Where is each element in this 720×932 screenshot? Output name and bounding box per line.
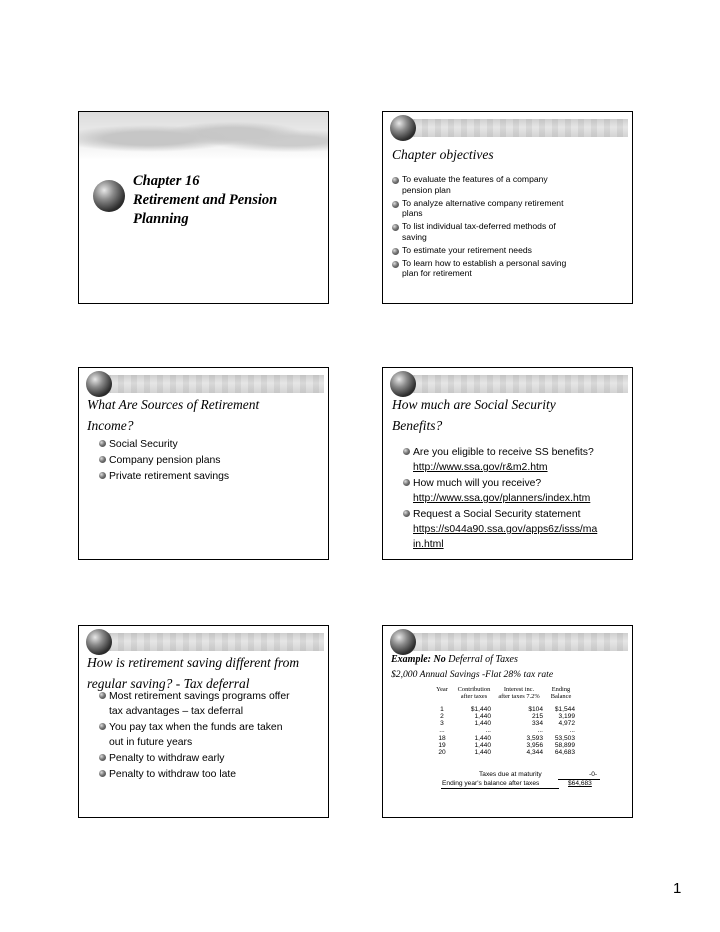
underline bbox=[441, 788, 559, 789]
bullet-icon bbox=[99, 456, 106, 463]
ss-statement-link[interactable]: https://s044a90.ssa.gov/apps6z/isss/ma in.html bbox=[413, 524, 598, 550]
list-item: Request a Social Security statement https://s044a90.ssa.gov/apps6z/isss/ma in.html bbox=[403, 507, 631, 552]
world-map-banner bbox=[79, 112, 328, 160]
objectives-list bbox=[392, 174, 628, 281]
taxes-due-label: Taxes due at maturity bbox=[479, 771, 542, 778]
table-row: ... ... ... ... bbox=[439, 727, 575, 735]
ending-balance-value: $64,683 bbox=[568, 780, 592, 787]
list-item: Most retirement savings programs offer tax advantages – tax deferral bbox=[99, 689, 325, 719]
page-number: 1 bbox=[673, 880, 682, 897]
table-row: 18 1,440 3,593 53,503 bbox=[438, 734, 575, 742]
bullet-icon bbox=[392, 248, 399, 255]
ss-benefits-list bbox=[403, 445, 631, 553]
globe-icon bbox=[390, 629, 416, 655]
list-item: To learn how to establish a personal saving plan for retirement bbox=[392, 258, 628, 279]
ending-balance-label: Ending year's balance after taxes bbox=[442, 780, 540, 787]
bullet-icon bbox=[403, 448, 410, 455]
col-header: Interest inc. after taxes 7.2% bbox=[498, 686, 540, 701]
list-item: Company pension plans bbox=[99, 453, 319, 468]
list-item: To evaluate the features of a company pension plan bbox=[392, 174, 628, 195]
slide-1-title: Chapter 16 Retirement and Pension Planning bbox=[133, 173, 278, 227]
table-row: 3 1,440 334 4,972 bbox=[440, 720, 575, 728]
bullet-icon bbox=[99, 723, 106, 730]
slide-1 bbox=[78, 111, 329, 304]
list-item: To estimate your retirement needs bbox=[392, 245, 628, 256]
list-item: Penalty to withdraw too late bbox=[99, 767, 325, 782]
slide-4-title: How much are Social Security Benefits? bbox=[392, 397, 556, 433]
ss-planners-link[interactable]: http://www.ssa.gov/planners/index.htm bbox=[413, 493, 591, 504]
map-banner bbox=[105, 375, 324, 393]
slide-2 bbox=[382, 111, 633, 304]
bullet-icon bbox=[99, 440, 106, 447]
col-header: Year bbox=[436, 686, 448, 693]
bullet-icon bbox=[392, 224, 399, 231]
list-item: To analyze alternative company retirement plans bbox=[392, 198, 628, 219]
map-banner bbox=[409, 375, 628, 393]
list-item: Are you eligible to receive SS benefits? http://www.ssa.gov/r&m2.htm bbox=[403, 445, 631, 475]
bullet-icon bbox=[403, 510, 410, 517]
map-banner bbox=[105, 633, 324, 651]
slide-3 bbox=[78, 367, 329, 560]
sources-list bbox=[99, 437, 319, 485]
table-row: 1 $1,440 $104 $1,544 bbox=[440, 705, 575, 713]
bullet-icon bbox=[99, 770, 106, 777]
slide-6 bbox=[382, 625, 633, 818]
bullet-icon bbox=[99, 692, 106, 699]
slide-4 bbox=[382, 367, 633, 560]
list-item: Penalty to withdraw early bbox=[99, 751, 325, 766]
col-header: Contribution after taxes bbox=[457, 686, 491, 701]
bullet-icon bbox=[99, 754, 106, 761]
col-header: Ending Balance bbox=[550, 686, 572, 701]
slide-2-title: Chapter objectives bbox=[392, 147, 494, 162]
list-item: Social Security bbox=[99, 437, 319, 452]
taxes-due-value: -0- bbox=[589, 771, 598, 778]
bullet-icon bbox=[99, 472, 106, 479]
list-item: How much will you receive? http://www.ssa.gov/planners/index.htm bbox=[403, 476, 631, 506]
table-row: 19 1,440 3,956 58,899 bbox=[438, 741, 575, 749]
list-item: To list individual tax-deferred methods of saving bbox=[392, 221, 628, 242]
table-row: 20 1,440 4,344 64,683 bbox=[438, 749, 575, 757]
slide-3-title: What Are Sources of Retirement Income? bbox=[87, 397, 260, 433]
list-item: You pay tax when the funds are taken out in future years bbox=[99, 720, 325, 750]
globe-icon bbox=[390, 115, 416, 141]
bullet-icon bbox=[392, 201, 399, 208]
list-item: Private retirement savings bbox=[99, 469, 319, 484]
globe-icon bbox=[93, 180, 125, 212]
tax-deferral-list bbox=[99, 689, 325, 783]
slide-5 bbox=[78, 625, 329, 818]
slide-6-subtitle: $2,000 Annual Savings -Flat 28% tax rate bbox=[391, 669, 554, 680]
bullet-icon bbox=[392, 177, 399, 184]
bullet-icon bbox=[403, 479, 410, 486]
table-row: 2 1,440 215 3,199 bbox=[440, 713, 575, 721]
slide-5-title: How is retirement saving different from regular saving? - Tax deferral bbox=[87, 655, 300, 691]
map-banner bbox=[409, 633, 628, 651]
slide-6-title: Example: No Deferral of Taxes bbox=[391, 654, 518, 665]
ss-eligibility-link[interactable]: http://www.ssa.gov/r&m2.htm bbox=[413, 462, 548, 473]
no-deferral-table bbox=[429, 686, 577, 756]
map-banner bbox=[409, 119, 628, 137]
bullet-icon bbox=[392, 261, 399, 268]
